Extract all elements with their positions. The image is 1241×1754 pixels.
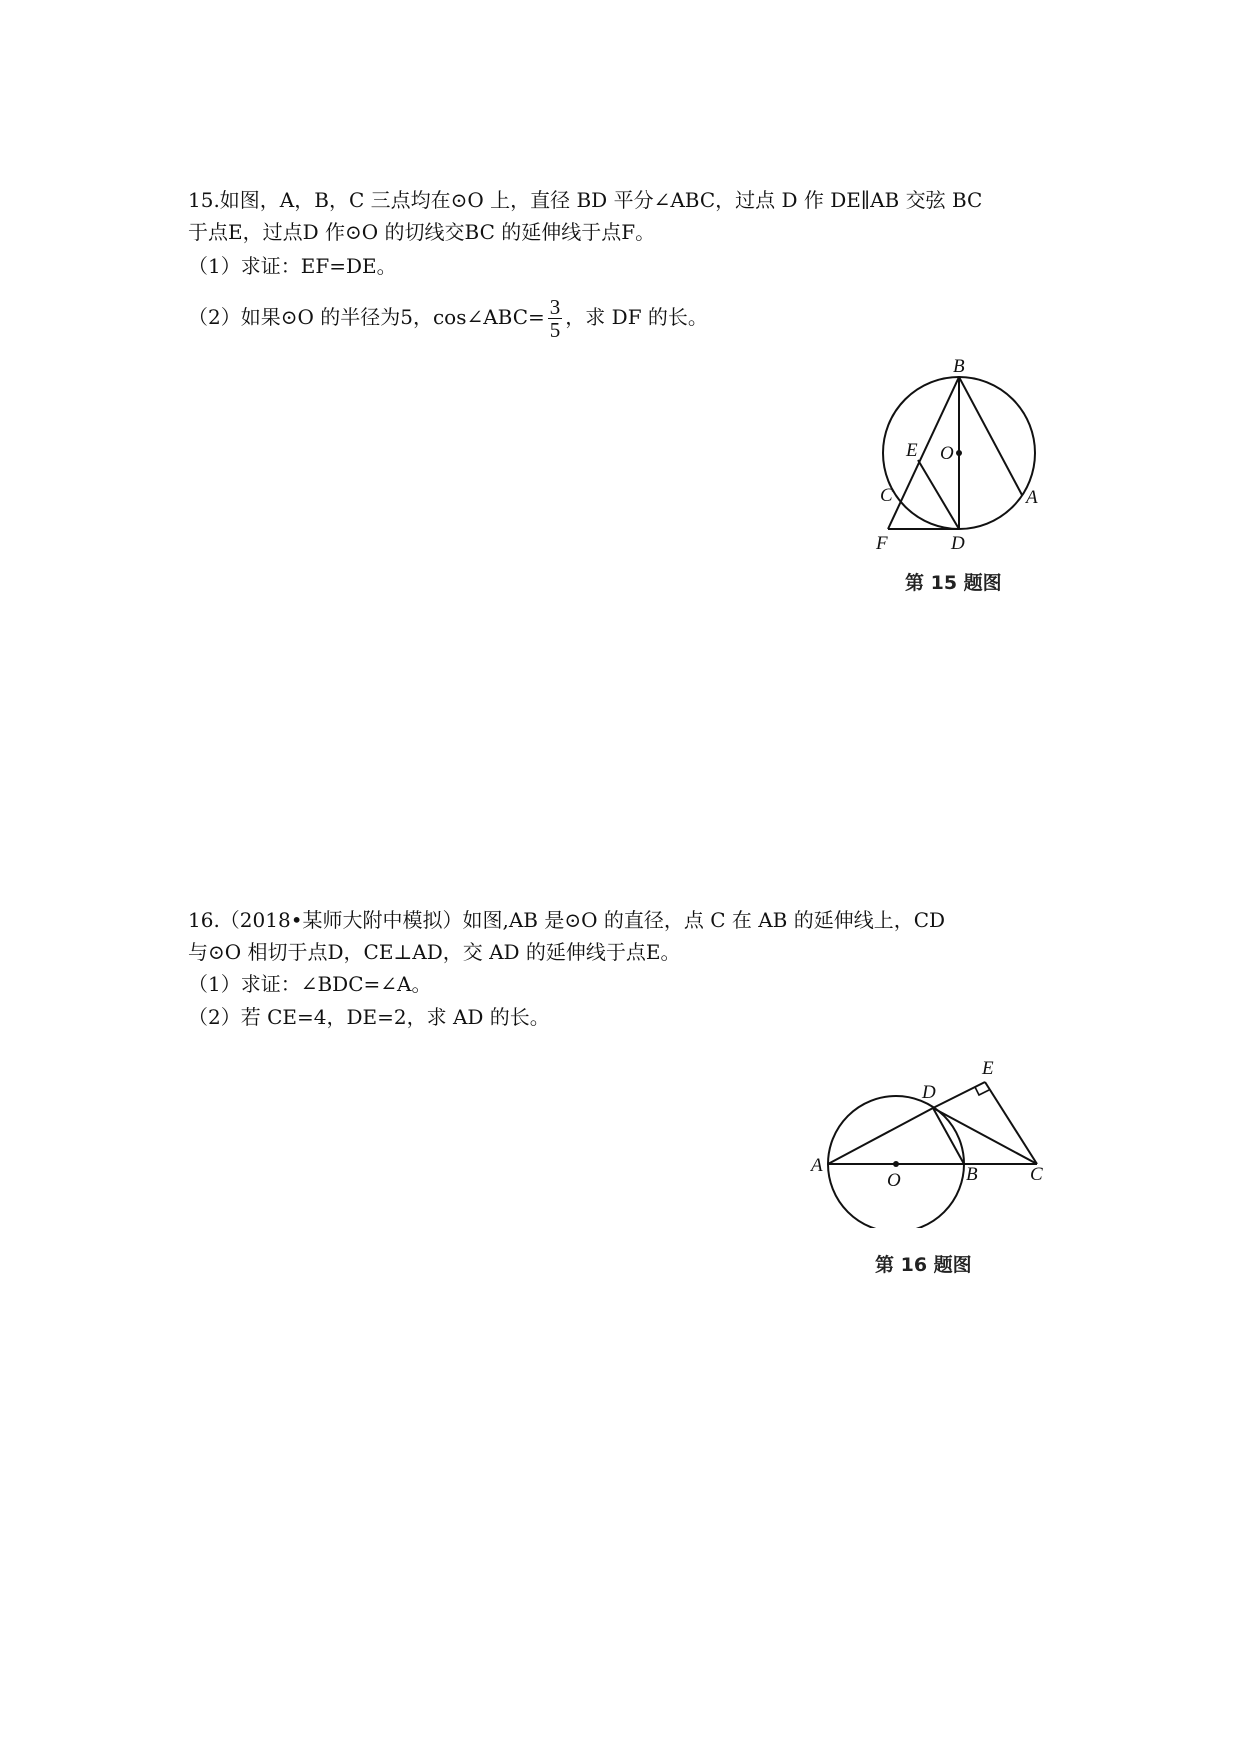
segment-ba (959, 377, 1022, 495)
center-dot (956, 450, 962, 456)
label-b: B (966, 1164, 978, 1185)
label-e: E (982, 1058, 994, 1079)
p15-figure (860, 355, 1060, 555)
p15-part2-suffix: ，求 DF 的长。 (565, 305, 708, 329)
label-o: O (940, 443, 954, 464)
label-a: A (1026, 487, 1038, 508)
fraction (548, 296, 563, 341)
segment-ec (985, 1082, 1037, 1164)
p15-part2-prefix: （2）如果⊙O 的半径为5，cos∠ABC= (188, 305, 545, 329)
p15-line1: 15.如图，A，B，C 三点均在⊙O 上，直径 BD 平分∠ABC，过点 D 作 DE∥AB 交弦 BC (188, 188, 983, 212)
p16-diagram (805, 1048, 1055, 1228)
p15-diagram (860, 355, 1060, 555)
label-d: D (922, 1082, 936, 1103)
p16-line2: 与⊙O 相切于点D，CE⊥AD，交 AD 的延伸线于点E。 (188, 940, 681, 964)
segment-de (933, 1082, 985, 1108)
p15-caption: 第 15 题图 (905, 572, 1002, 594)
label-b: B (953, 356, 965, 377)
p15-part1: （1）求证：EF=DE。 (188, 254, 397, 278)
label-f: F (876, 533, 888, 554)
p16-line1: 16.（2018•某师大附中模拟）如图,AB 是⊙O 的直径，点 C 在 AB 的延伸线上，CD (188, 908, 946, 932)
p16-part1: （1）求证：∠BDC=∠A。 (188, 972, 432, 996)
label-e: E (906, 440, 918, 461)
p16-caption: 第 16 题图 (875, 1254, 972, 1276)
center-dot (893, 1161, 899, 1167)
segment-ad (828, 1108, 933, 1164)
label-a: A (811, 1155, 823, 1176)
fraction-numerator: 3 (549, 295, 561, 319)
p15-line2: 于点E，过点D 作⊙O 的切线交BC 的延伸线于点F。 (188, 220, 656, 244)
label-c: C (1030, 1164, 1043, 1185)
right-angle-mark (975, 1087, 989, 1095)
p15-part2 (188, 296, 708, 341)
segment-ed (918, 460, 959, 529)
p16-figure (805, 1048, 1055, 1228)
label-o: O (887, 1170, 901, 1191)
label-c: C (880, 485, 893, 506)
p16-part2: （2）若 CE=4，DE=2，求 AD 的长。 (188, 1005, 550, 1029)
fraction-denominator: 5 (549, 318, 561, 342)
label-d: D (951, 533, 965, 554)
